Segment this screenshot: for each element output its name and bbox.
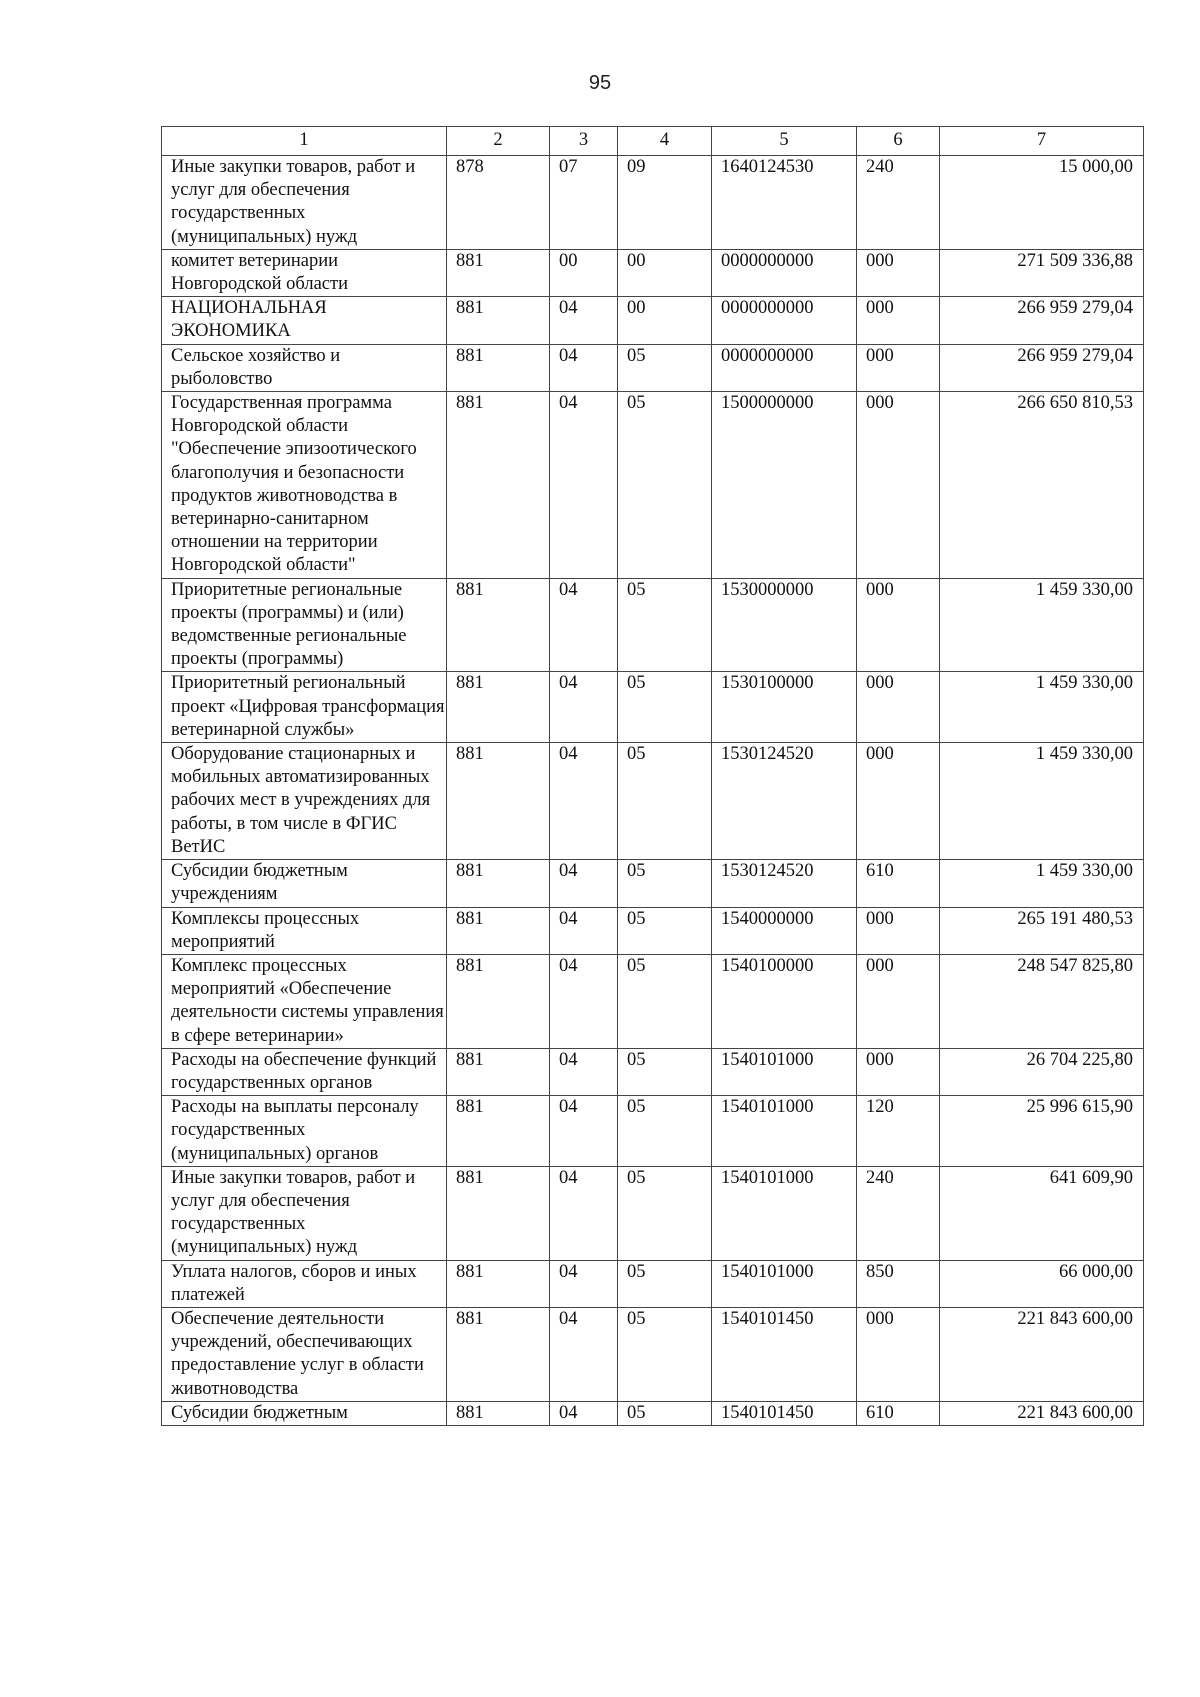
cell-target-article: 1530100000 [712,672,857,743]
cell-expense-type: 000 [857,1307,940,1401]
cell-target-article: 1540101000 [712,1048,857,1095]
cell-expense-type: 000 [857,743,940,860]
cell-expense-type: 000 [857,297,940,344]
table-row [162,392,1144,579]
cell-target-article: 1540101000 [712,1096,857,1167]
cell-section: 04 [550,344,618,391]
cell-ministry-code: 881 [447,743,550,860]
page-number: 95 [588,72,612,94]
cell-subsection: 00 [618,249,712,296]
cell-target-article: 1530124520 [712,743,857,860]
cell-name: Иные закупки товаров, работ и услуг для обеспечения государственных (муниципальных) нужд [162,156,447,250]
column-header-2: 2 [447,127,550,156]
cell-amount: 26 704 225,80 [940,1048,1144,1095]
cell-expense-type: 000 [857,907,940,954]
cell-subsection: 05 [618,1401,712,1425]
cell-ministry-code: 881 [447,1048,550,1095]
cell-target-article: 1540101000 [712,1166,857,1260]
cell-expense-type: 000 [857,1048,940,1095]
cell-name: Уплата налогов, сборов и иных платежей [162,1260,447,1307]
cell-expense-type: 120 [857,1096,940,1167]
cell-ministry-code: 881 [447,1260,550,1307]
cell-section: 04 [550,1260,618,1307]
cell-subsection: 05 [618,1307,712,1401]
cell-amount: 266 959 279,04 [940,297,1144,344]
cell-section: 04 [550,392,618,579]
table-row [162,1048,1144,1095]
cell-amount: 641 609,90 [940,1166,1144,1260]
cell-target-article: 1530124520 [712,860,857,907]
cell-expense-type: 000 [857,954,940,1048]
cell-section: 04 [550,907,618,954]
table-row [162,297,1144,344]
cell-ministry-code: 881 [447,672,550,743]
cell-subsection: 05 [618,860,712,907]
cell-section: 00 [550,249,618,296]
cell-section: 07 [550,156,618,250]
cell-section: 04 [550,672,618,743]
table-row [162,954,1144,1048]
cell-subsection: 00 [618,297,712,344]
table-row [162,1401,1144,1425]
cell-amount: 66 000,00 [940,1260,1144,1307]
table-row [162,156,1144,250]
cell-section: 04 [550,297,618,344]
cell-amount: 265 191 480,53 [940,907,1144,954]
table-row [162,578,1144,672]
cell-section: 04 [550,1166,618,1260]
cell-target-article: 1500000000 [712,392,857,579]
cell-section: 04 [550,578,618,672]
column-header-1: 1 [162,127,447,156]
cell-target-article: 1640124530 [712,156,857,250]
cell-expense-type: 610 [857,1401,940,1425]
cell-name: Оборудование стационарных и мобильных автоматизированных рабочих мест в учреждениях для работы, в том числе в ФГИС ВетИС [162,743,447,860]
cell-target-article: 1540000000 [712,907,857,954]
cell-name: Расходы на выплаты персоналу государственных (муниципальных) органов [162,1096,447,1167]
cell-name: Субсидии бюджетным [162,1401,447,1425]
cell-target-article: 0000000000 [712,297,857,344]
cell-name: Государственная программа Новгородской области "Обеспечение эпизоотического благополучия и безопасности продуктов животноводства в ветеринарно-санитарном отношении на территории Новгородской области" [162,392,447,579]
cell-subsection: 05 [618,672,712,743]
cell-amount: 271 509 336,88 [940,249,1144,296]
cell-ministry-code: 881 [447,1166,550,1260]
cell-target-article: 1530000000 [712,578,857,672]
cell-name: Обеспечение деятельности учреждений, обеспечивающих предоставление услуг в области животноводства [162,1307,447,1401]
cell-ministry-code: 881 [447,1401,550,1425]
table-row [162,1166,1144,1260]
cell-name: Субсидии бюджетным учреждениям [162,860,447,907]
cell-name: Сельское хозяйство и рыболовство [162,344,447,391]
cell-ministry-code: 881 [447,860,550,907]
cell-expense-type: 610 [857,860,940,907]
column-header-4: 4 [618,127,712,156]
cell-expense-type: 000 [857,344,940,391]
cell-ministry-code: 881 [447,954,550,1048]
cell-expense-type: 000 [857,578,940,672]
cell-subsection: 05 [618,954,712,1048]
cell-amount: 221 843 600,00 [940,1401,1144,1425]
cell-target-article: 0000000000 [712,344,857,391]
cell-section: 04 [550,860,618,907]
cell-amount: 1 459 330,00 [940,743,1144,860]
table-row [162,907,1144,954]
table-body [162,156,1144,1426]
column-header-7: 7 [940,127,1144,156]
cell-ministry-code: 881 [447,392,550,579]
cell-amount: 221 843 600,00 [940,1307,1144,1401]
cell-subsection: 05 [618,1048,712,1095]
cell-subsection: 05 [618,907,712,954]
cell-target-article: 1540101450 [712,1401,857,1425]
cell-name: НАЦИОНАЛЬНАЯ ЭКОНОМИКА [162,297,447,344]
cell-name: Приоритетные региональные проекты (программы) и (или) ведомственные региональные проекты (программы) [162,578,447,672]
cell-amount: 1 459 330,00 [940,860,1144,907]
cell-target-article: 1540100000 [712,954,857,1048]
column-header-3: 3 [550,127,618,156]
cell-ministry-code: 878 [447,156,550,250]
cell-amount: 266 959 279,04 [940,344,1144,391]
cell-amount: 266 650 810,53 [940,392,1144,579]
column-header-6: 6 [857,127,940,156]
cell-name: комитет ветеринарии Новгородской области [162,249,447,296]
table-row [162,249,1144,296]
cell-subsection: 05 [618,1260,712,1307]
cell-amount: 15 000,00 [940,156,1144,250]
cell-subsection: 05 [618,743,712,860]
cell-ministry-code: 881 [447,578,550,672]
cell-ministry-code: 881 [447,297,550,344]
table-row [162,743,1144,860]
cell-ministry-code: 881 [447,1307,550,1401]
cell-expense-type: 240 [857,156,940,250]
table-row [162,1260,1144,1307]
cell-expense-type: 000 [857,249,940,296]
cell-name: Приоритетный региональный проект «Цифровая трансформация ветеринарной службы» [162,672,447,743]
table-header [162,127,1144,156]
column-header-5: 5 [712,127,857,156]
cell-subsection: 05 [618,1166,712,1260]
cell-amount: 248 547 825,80 [940,954,1144,1048]
cell-name: Комплексы процессных мероприятий [162,907,447,954]
cell-name: Расходы на обеспечение функций государственных органов [162,1048,447,1095]
cell-name: Иные закупки товаров, работ и услуг для обеспечения государственных (муниципальных) нужд [162,1166,447,1260]
cell-subsection: 05 [618,578,712,672]
table-row [162,1096,1144,1167]
table-row [162,672,1144,743]
cell-section: 04 [550,1048,618,1095]
cell-section: 04 [550,743,618,860]
cell-ministry-code: 881 [447,249,550,296]
cell-subsection: 09 [618,156,712,250]
cell-amount: 1 459 330,00 [940,578,1144,672]
cell-section: 04 [550,1096,618,1167]
cell-subsection: 05 [618,392,712,579]
cell-target-article: 1540101450 [712,1307,857,1401]
cell-section: 04 [550,1307,618,1401]
cell-ministry-code: 881 [447,907,550,954]
table-row [162,344,1144,391]
budget-table [161,126,1144,1426]
cell-subsection: 05 [618,1096,712,1167]
cell-expense-type: 000 [857,392,940,579]
cell-section: 04 [550,954,618,1048]
cell-expense-type: 850 [857,1260,940,1307]
header-row [162,127,1144,156]
table-row [162,860,1144,907]
cell-name: Комплекс процессных мероприятий «Обеспечение деятельности системы управления в сфере ветеринарии» [162,954,447,1048]
cell-section: 04 [550,1401,618,1425]
cell-expense-type: 240 [857,1166,940,1260]
cell-amount: 25 996 615,90 [940,1096,1144,1167]
cell-subsection: 05 [618,344,712,391]
cell-ministry-code: 881 [447,1096,550,1167]
table-row [162,1307,1144,1401]
cell-amount: 1 459 330,00 [940,672,1144,743]
cell-target-article: 1540101000 [712,1260,857,1307]
cell-expense-type: 000 [857,672,940,743]
cell-ministry-code: 881 [447,344,550,391]
cell-target-article: 0000000000 [712,249,857,296]
